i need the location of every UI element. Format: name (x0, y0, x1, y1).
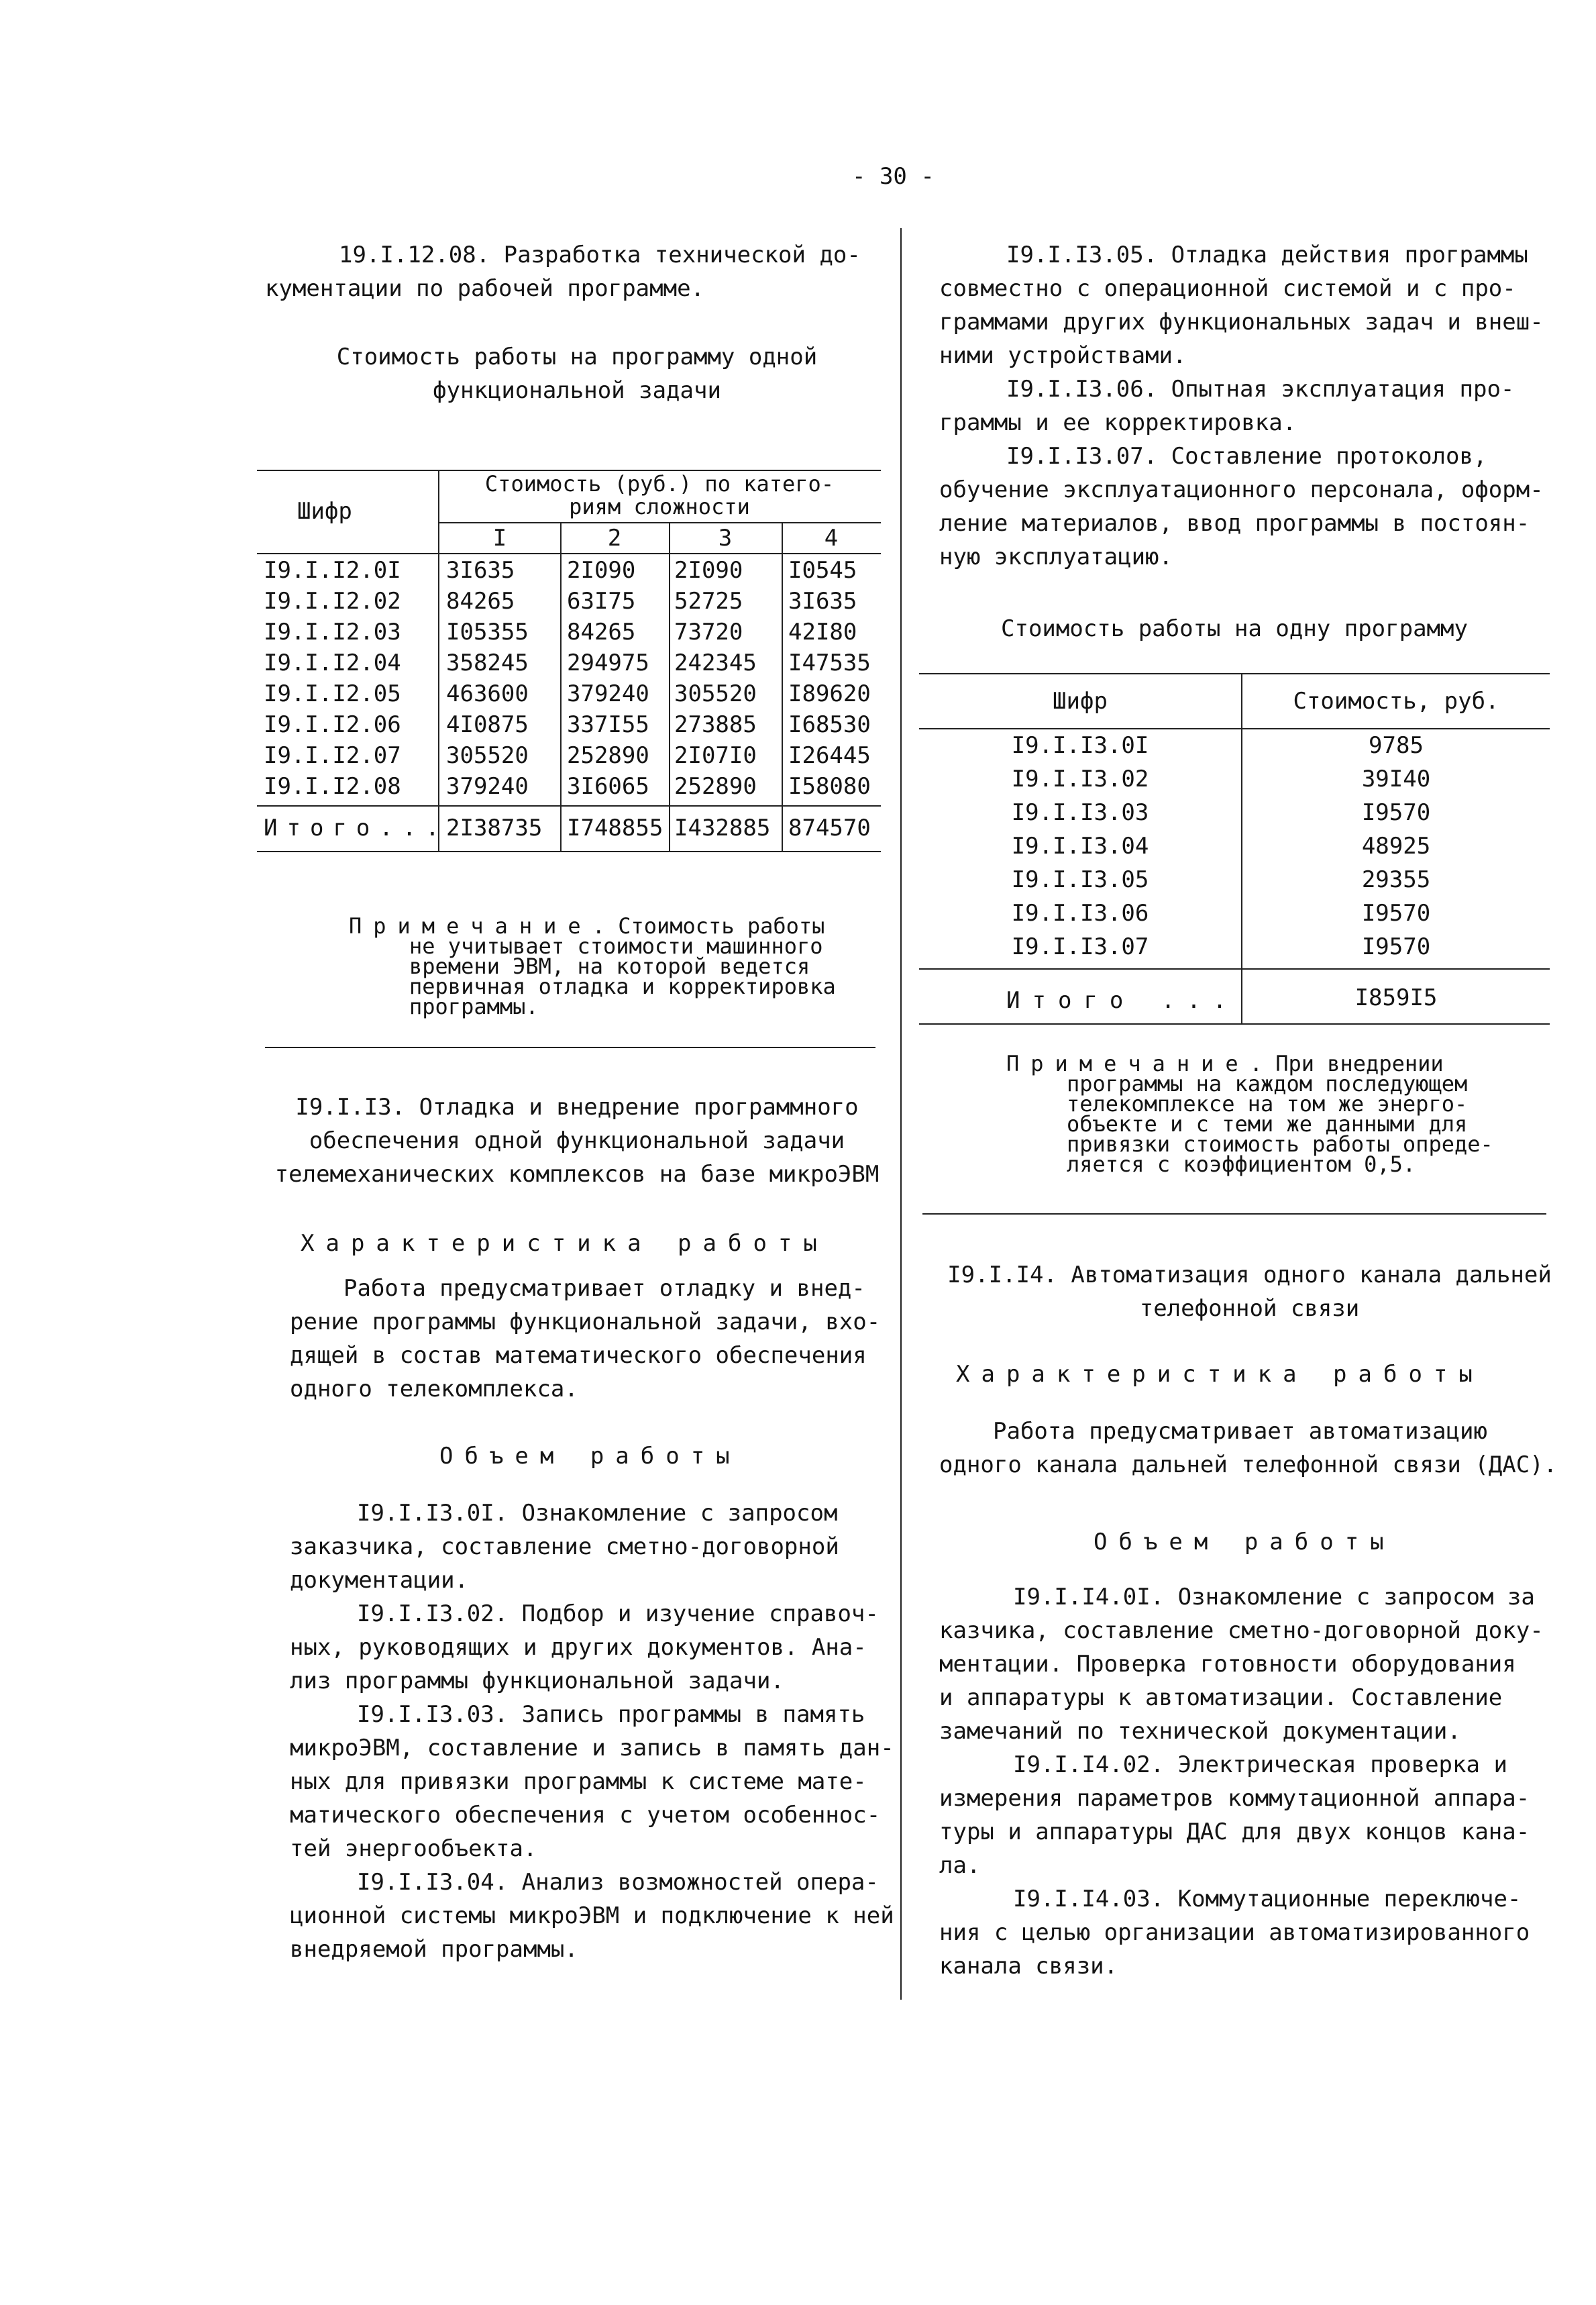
text-line: Работа предусматривает отладку и внед- (343, 1275, 865, 1302)
table2-cell-value: 48925 (1361, 833, 1431, 860)
heading-19-1-12-08 (265, 238, 861, 305)
item-line: ных для привязки программы к системе мате- (290, 1768, 867, 1795)
table2-cell-code: I9.I.I3.07 (1011, 933, 1149, 960)
table1-cell-value: 252890 (674, 773, 757, 800)
table2-total-label: Итого ... (1006, 987, 1239, 1014)
item-line: совместно с операционной системой и с про- (939, 275, 1516, 302)
table1-cat-1: I (492, 525, 507, 552)
heading-19-1-14 (936, 1258, 1563, 1325)
table1-cell-value: I26445 (788, 742, 871, 769)
note-2-rule (922, 1213, 1546, 1215)
table2-cell-code: I9.I.I3.06 (1011, 900, 1149, 927)
table1-cell-value: I68530 (788, 711, 871, 738)
note-1 (349, 913, 836, 1019)
item-line: казчика, составление сметно-договорной доку- (939, 1617, 1544, 1644)
table1-cell-value: 52725 (674, 588, 743, 615)
item-line: I9.I.I3.06. Опытная эксплуатация про- (1006, 376, 1515, 403)
note-1-line: программы. (409, 994, 539, 1019)
note-1-rule (265, 1047, 875, 1048)
table2-total: I859I5 (1354, 984, 1438, 1011)
table1-cell-value: 42I80 (788, 619, 857, 646)
item-line: I9.I.I3.03. Запись программы в память (357, 1701, 865, 1728)
text-line: одного канала дальней телефонной связи (ДАС). (939, 1451, 1558, 1478)
item-line: I9.I.I3.05. Отладка действия программы (1006, 242, 1528, 268)
table1-cell-code: I9.I.I2.06 (264, 711, 401, 738)
heading-line: I9.I.I3. Отладка и внедрение программного (295, 1094, 859, 1121)
table1-cell-value: 73720 (674, 619, 743, 646)
note-2-line: программы на каждом последующем (1067, 1071, 1468, 1096)
table1-cell-value: 305520 (446, 742, 529, 769)
table1-cell-code: I9.I.I2.0I (264, 557, 401, 584)
table1-cell-value: 294975 (567, 650, 649, 676)
item-line: ла. (939, 1852, 981, 1879)
item-line: ных, руководящих и других документов. Ана- (290, 1634, 867, 1661)
table1-col-cost-line: риям сложности (569, 494, 750, 519)
item-line: обучение эксплуатационного персонала, оформ- (939, 476, 1544, 503)
note-1-word: Примечание (349, 913, 592, 939)
table1-cell-value: 305520 (674, 680, 757, 707)
note-2 (1006, 1051, 1493, 1177)
table1-total-2: I748855 (567, 815, 663, 841)
table2-cell-value: 39I40 (1361, 766, 1431, 792)
table1-cell-value: 4I0875 (446, 711, 529, 738)
heading-line: 19.I.12.08. Разработка технической до- (339, 242, 861, 268)
table1-cell-value: 252890 (567, 742, 649, 769)
table1-title-line: Стоимость работы на программу одной (336, 344, 818, 370)
item-line: I9.I.I3.02. Подбор и изучение справоч- (357, 1600, 879, 1627)
text-line: одного телекомплекса. (290, 1376, 578, 1402)
table1-cell-value: 379240 (567, 680, 649, 707)
table1-cell-code: I9.I.I2.08 (264, 773, 401, 800)
heading-line: кументации по рабочей программе. (265, 275, 705, 302)
table1-cell-value: 273885 (674, 711, 757, 738)
item-line: граммы и ее корректировка. (939, 409, 1297, 436)
table2-title: Стоимость работы на одну программу (1001, 615, 1468, 642)
item-line: ния с целью организации автоматизированного (939, 1919, 1530, 1946)
note-1-line: . Стоимость работы (592, 913, 825, 939)
heading-line: телефонной связи (1139, 1295, 1360, 1322)
table1-title-line: функциональной задачи (433, 377, 721, 404)
note-2-line: объекте и с теми же данными для (1067, 1111, 1468, 1137)
table1-cell-code: I9.I.I2.04 (264, 650, 401, 676)
table2-cell-code: I9.I.I3.0I (1011, 732, 1149, 759)
heading-line: телемеханических комплексов на базе микроЭВМ (274, 1161, 880, 1188)
item-line: I9.I.I3.04. Анализ возможностей опера- (357, 1869, 879, 1896)
left-char-title: Характеристика работы (301, 1230, 829, 1257)
item-line: ление материалов, ввод программы в постоян- (939, 510, 1530, 537)
table1-total-label: Итого... (264, 815, 449, 841)
table1-title (265, 340, 889, 407)
text-line: рение программы функциональной задачи, вхо- (290, 1309, 881, 1335)
table2-col-cost: Стоимость, руб. (1293, 688, 1499, 715)
table2-cell-code: I9.I.I3.03 (1011, 799, 1149, 826)
right-volume-title: Объем работы (1094, 1529, 1395, 1555)
right-items-2 (939, 1580, 1544, 1983)
table2 (919, 673, 1550, 1025)
text-line: Работа предусматривает автоматизацию (993, 1418, 1487, 1445)
table1-cell-value: 2I090 (674, 557, 743, 584)
table1-cell-value: 358245 (446, 650, 529, 676)
item-line: тей энергообъекта. (290, 1835, 537, 1862)
item-line: замечаний по технической документации. (939, 1718, 1461, 1745)
item-line: микроЭВМ, составление и запись в память дан- (290, 1735, 894, 1761)
page-number: - 30 - (852, 163, 935, 190)
item-line: измерения параметров коммутационной аппара- (939, 1785, 1530, 1812)
note-1-line: времени ЭВМ, на которой ведется (409, 954, 810, 979)
table2-cell-value: I9570 (1361, 933, 1431, 960)
table1-cell-value: 337I55 (567, 711, 649, 738)
table1-total-3: I432885 (674, 815, 771, 841)
note-2-line: телекомплексе на том же энерго- (1067, 1091, 1468, 1117)
item-line: I9.I.I3.07. Составление протоколов, (1006, 443, 1487, 470)
table1-col-code: Шифр (297, 498, 352, 525)
right-items (939, 238, 1544, 574)
table1-cat-4: 4 (824, 525, 839, 552)
item-line: ними устройствами. (939, 342, 1187, 369)
table1-col-cost (439, 472, 880, 518)
left-volume-title: Объем работы (439, 1443, 741, 1470)
table1-cell-value: 379240 (446, 773, 529, 800)
table2-cell-code: I9.I.I3.02 (1011, 766, 1149, 792)
item-line: и аппаратуры к автоматизации. Составление (939, 1684, 1503, 1711)
table1-cell-value: 242345 (674, 650, 757, 676)
table1-cat-2: 2 (607, 525, 622, 552)
note-2-line: ляется с коэффициентом 0,5. (1067, 1151, 1416, 1177)
item-line: I9.I.I3.0I. Ознакомление с запросом (357, 1500, 838, 1527)
item-line: I9.I.I4.03. Коммутационные переключе- (1013, 1886, 1522, 1912)
table1-col-cost-line: Стоимость (руб.) по катего- (484, 471, 835, 497)
item-line: туры и аппаратуры ДАС для двух концов кана- (939, 1819, 1530, 1845)
table2-cell-value: I9570 (1361, 900, 1431, 927)
heading-19-1-13 (258, 1090, 896, 1191)
table1-cat-3: 3 (718, 525, 733, 552)
column-divider (900, 228, 902, 2000)
table1-cell-value: 84265 (446, 588, 515, 615)
table1-cell-code: I9.I.I2.03 (264, 619, 401, 646)
item-line: ментации. Проверка готовности оборудования (939, 1651, 1516, 1678)
left-char-text (290, 1272, 880, 1406)
right-char-text (939, 1415, 1557, 1482)
table1-cell-value: 463600 (446, 680, 529, 707)
table2-cell-value: 9785 (1369, 732, 1424, 759)
table2-cell-value: 29355 (1361, 866, 1431, 893)
table1-cell-value: I47535 (788, 650, 871, 676)
item-line: заказчика, составление сметно-договорной (290, 1533, 839, 1560)
item-line: документации. (290, 1567, 469, 1594)
right-char-title: Характеристика работы (956, 1361, 1484, 1388)
table1-cell-value: I58080 (788, 773, 871, 800)
table1-cell-value: 3I635 (788, 588, 857, 615)
table1-cell-value: 3I6065 (567, 773, 649, 800)
table1-cell-value: 84265 (567, 619, 636, 646)
heading-line: обеспечения одной функциональной задачи (309, 1127, 845, 1154)
heading-line: I9.I.I4. Автоматизация одного канала дальней (947, 1262, 1552, 1288)
table1-cell-value: I05355 (446, 619, 529, 646)
table1-cell-value: 2I090 (567, 557, 636, 584)
table2-cell-code: I9.I.I3.04 (1011, 833, 1149, 860)
table1-cell-value: 3I635 (446, 557, 515, 584)
item-line: ную эксплуатацию. (939, 544, 1173, 570)
table1-cell-code: I9.I.I2.05 (264, 680, 401, 707)
item-line: граммами других функциональных задач и внеш- (939, 309, 1544, 336)
table1-cell-value: I89620 (788, 680, 871, 707)
item-line: I9.I.I4.02. Электрическая проверка и (1013, 1751, 1507, 1778)
table1-cell-code: I9.I.I2.07 (264, 742, 401, 769)
note-2-word: Примечание (1006, 1051, 1250, 1076)
table1-cell-value: 63I75 (567, 588, 636, 615)
table2-cell-value: I9570 (1361, 799, 1431, 826)
text-line: дящей в состав математического обеспечения (290, 1342, 867, 1369)
item-line: лиз программы функциональной задачи. (290, 1668, 784, 1694)
left-items (290, 1496, 894, 1966)
item-line: канала связи. (939, 1953, 1118, 1980)
note-2-line: привязки стоимость работы опреде- (1067, 1131, 1493, 1157)
table1-cell-code: I9.I.I2.02 (264, 588, 401, 615)
table1 (257, 470, 881, 852)
table2-col-code: Шифр (1053, 688, 1108, 715)
table1-cell-value: 2I07I0 (674, 742, 757, 769)
item-line: внедряемой программы. (290, 1936, 578, 1963)
table1-total-4: 874570 (788, 815, 871, 841)
note-2-line: . При внедрении (1249, 1051, 1444, 1076)
item-line: матического обеспечения с учетом особеннос- (290, 1802, 881, 1829)
table1-cell-value: I0545 (788, 557, 857, 584)
table1-total-1: 2I38735 (446, 815, 543, 841)
item-line: ционной системы микроЭВМ и подключение к ней (290, 1902, 894, 1929)
note-1-line: не учитывает стоимости машинного (409, 933, 823, 959)
item-line: I9.I.I4.0I. Ознакомление с запросом за (1013, 1584, 1535, 1610)
table2-cell-code: I9.I.I3.05 (1011, 866, 1149, 893)
note-1-line: первичная отладка и корректировка (409, 974, 836, 999)
